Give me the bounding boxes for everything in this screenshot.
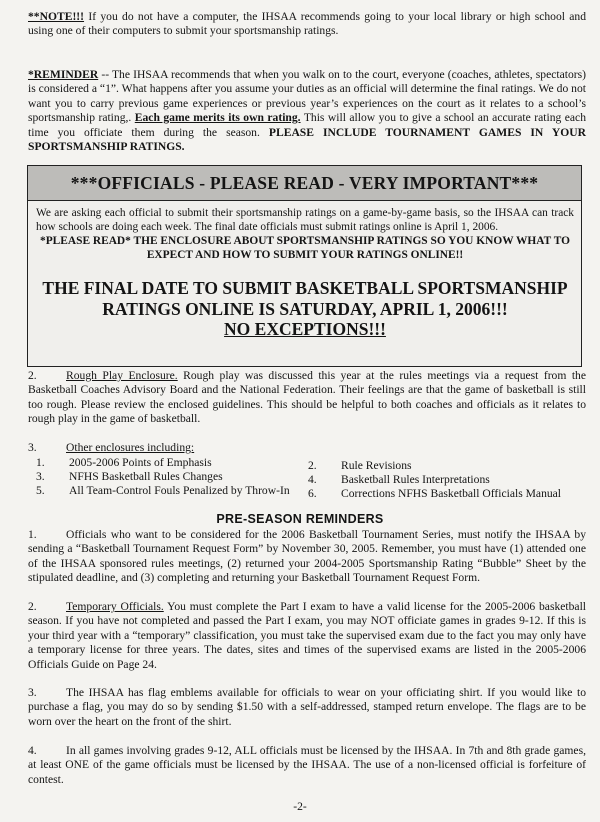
preseason-item-4 xyxy=(28,744,586,787)
enclosure-item xyxy=(36,456,212,470)
enclosure-number: 1. xyxy=(36,456,45,469)
page-number: -2- xyxy=(293,800,307,813)
officials-please-read: *PLEASE READ* THE ENCLOSURE ABOUT SPORTSMANSHIP RATINGS SO YOU KNOW WHAT TO EXPECT AND HOW TO SUBMIT YOUR RATINGS ONLINE!! xyxy=(40,235,570,261)
final-date-announcement xyxy=(36,278,574,340)
enclosure-item xyxy=(308,487,561,501)
preseason-item-2-number: 2. xyxy=(28,600,37,613)
preseason-item-3-number: 3. xyxy=(28,686,37,699)
rough-play-text: Rough play was discussed this year at the rules meetings via a request from the Basketball Coaches Advisory Board and the National Federation. Their feelings are that the game of basketball is still too rough. Please review the enclosed guidelines. This should be helpful to both coaches and officials as it relates to rough play in the game of basketball. xyxy=(28,369,586,426)
reminder-emphasis: Each game merits its own rating. xyxy=(134,111,301,125)
preseason-item-1 xyxy=(28,528,586,586)
enclosure-label: NFHS Basketball Rules Changes xyxy=(69,470,223,483)
rough-play-paragraph xyxy=(28,369,586,427)
rough-play-title: Rough Play Enclosure. xyxy=(66,369,178,382)
enclosure-item xyxy=(308,473,490,487)
enclosure-number: 4. xyxy=(308,473,317,486)
enclosure-number: 5. xyxy=(36,484,45,497)
officials-notice-box xyxy=(27,165,582,367)
officials-notice-body xyxy=(36,206,574,262)
enclosures-title: Other enclosures including: xyxy=(66,441,195,454)
final-date-line-1: THE FINAL DATE TO SUBMIT BASKETBALL SPORTSMANSHIP xyxy=(42,278,568,298)
enclosure-label: Corrections NFHS Basketball Officials Manual xyxy=(341,487,562,500)
enclosure-label: All Team-Control Fouls Penalized by Throw-In xyxy=(69,484,290,497)
reminder-bold-end: PLEASE INCLUDE TOURNAMENT GAMES IN YOUR SPORTSMANSHIP RATINGS. xyxy=(28,125,586,154)
preseason-item-2 xyxy=(28,600,586,672)
reminder-text-2: This will allow you to give a school an accurate rating each time you officiate them during the season. xyxy=(28,111,587,139)
preseason-item-3 xyxy=(28,686,586,729)
enclosure-label: Basketball Rules Interpretations xyxy=(341,473,490,486)
enclosure-label: Rule Revisions xyxy=(341,459,412,472)
no-exceptions-line: NO EXCEPTIONS!!! xyxy=(224,319,386,339)
temporary-officials-title: Temporary Officials. xyxy=(66,600,164,613)
reminder-text-1: -- The IHSAA recommends that when you walk on to the court, everyone (coaches, athletes, spectators) is considered a “1”. What happens after you assume your duties as an official will determine the final ratings. We do not want you to carry previous game experiences or previous year’s experiences on the court as it relates to a school’s sportsmanship rating,. xyxy=(28,68,586,125)
preseason-item-4-text: In all games involving grades 9-12, ALL officials must be licensed by the IHSAA. In 7th and 8th grade games, at least ONE of the game officials must be licensed by the IHSAA. The use of a non-licensed official is forfeiture of contest. xyxy=(28,744,586,786)
enclosure-item xyxy=(36,484,290,498)
enclosure-item xyxy=(308,459,412,473)
enclosure-number: 3. xyxy=(36,470,45,483)
preseason-title: PRE-SEASON REMINDERS xyxy=(216,512,384,526)
officials-notice-text: We are asking each official to submit their sportsmanship ratings on a game-by-game basis, so the IHSAA can track how schools are doing each week. The final date officials must submit ratings online is April 1, 2006. xyxy=(36,207,574,233)
rough-play-number: 2. xyxy=(28,369,37,382)
note-text: If you do not have a computer, the IHSAA recommends going to your local library or high school and using one of their computers to submit your sportsmanship ratings. xyxy=(28,10,586,38)
enclosure-item xyxy=(36,470,223,484)
final-date-line-2: RATINGS ONLINE IS SATURDAY, APRIL 1, 2006!!! xyxy=(102,298,508,319)
preseason-item-4-number: 4. xyxy=(28,744,37,757)
preseason-item-2-text: You must complete the Part I exam to have a valid license for the 2005-2006 basketball season. If you have not completed and passed the Part I exam, you may NOT officiate games in grades 9-12. If this is your third year with a “temporary” classification, you must take the supervised exam due to the fact you may only have a temporary license for three years. The dates, sites and times of the supervised exams are listed in the 2005-2006 Officials Guide on Page 24. xyxy=(28,600,587,671)
officials-notice-heading: ***OFFICIALS - PLEASE READ - VERY IMPORTANT*** xyxy=(28,166,581,201)
reminder-label: *REMINDER xyxy=(28,68,99,81)
note-label: **NOTE!!! xyxy=(28,10,85,23)
preseason-item-3-text: The IHSAA has flag emblems available for officials to wear on your officiating shirt. If you would like to purchase a flag, you may do so by sending $1.50 with a self-addressed, stamped return envelope. The flags are to be worn over the heart on the front of the shirt. xyxy=(28,686,586,728)
preseason-item-1-text: Officials who want to be considered for the 2006 Basketball Tournament Series, must notify the IHSAA by sending a “Basketball Tournament Request Form” by November 30, 2005. Remember, you must have (1) attended one of the IHSAA sponsored rules meetings, (2) returned your 2004-2005 Sportsmanship Rating “Bubble” Sheet by the stipulated deadline, and (3) completing and returning your Basketball Tournament Request Form. xyxy=(28,528,586,585)
note-paragraph xyxy=(28,10,586,39)
preseason-item-1-number: 1. xyxy=(28,528,37,541)
enclosures-heading xyxy=(28,441,194,454)
reminder-paragraph xyxy=(28,68,586,154)
enclosure-label: 2005-2006 Points of Emphasis xyxy=(69,456,212,469)
enclosures-number: 3. xyxy=(28,441,37,454)
enclosure-number: 6. xyxy=(308,487,317,500)
enclosure-number: 2. xyxy=(308,459,317,472)
